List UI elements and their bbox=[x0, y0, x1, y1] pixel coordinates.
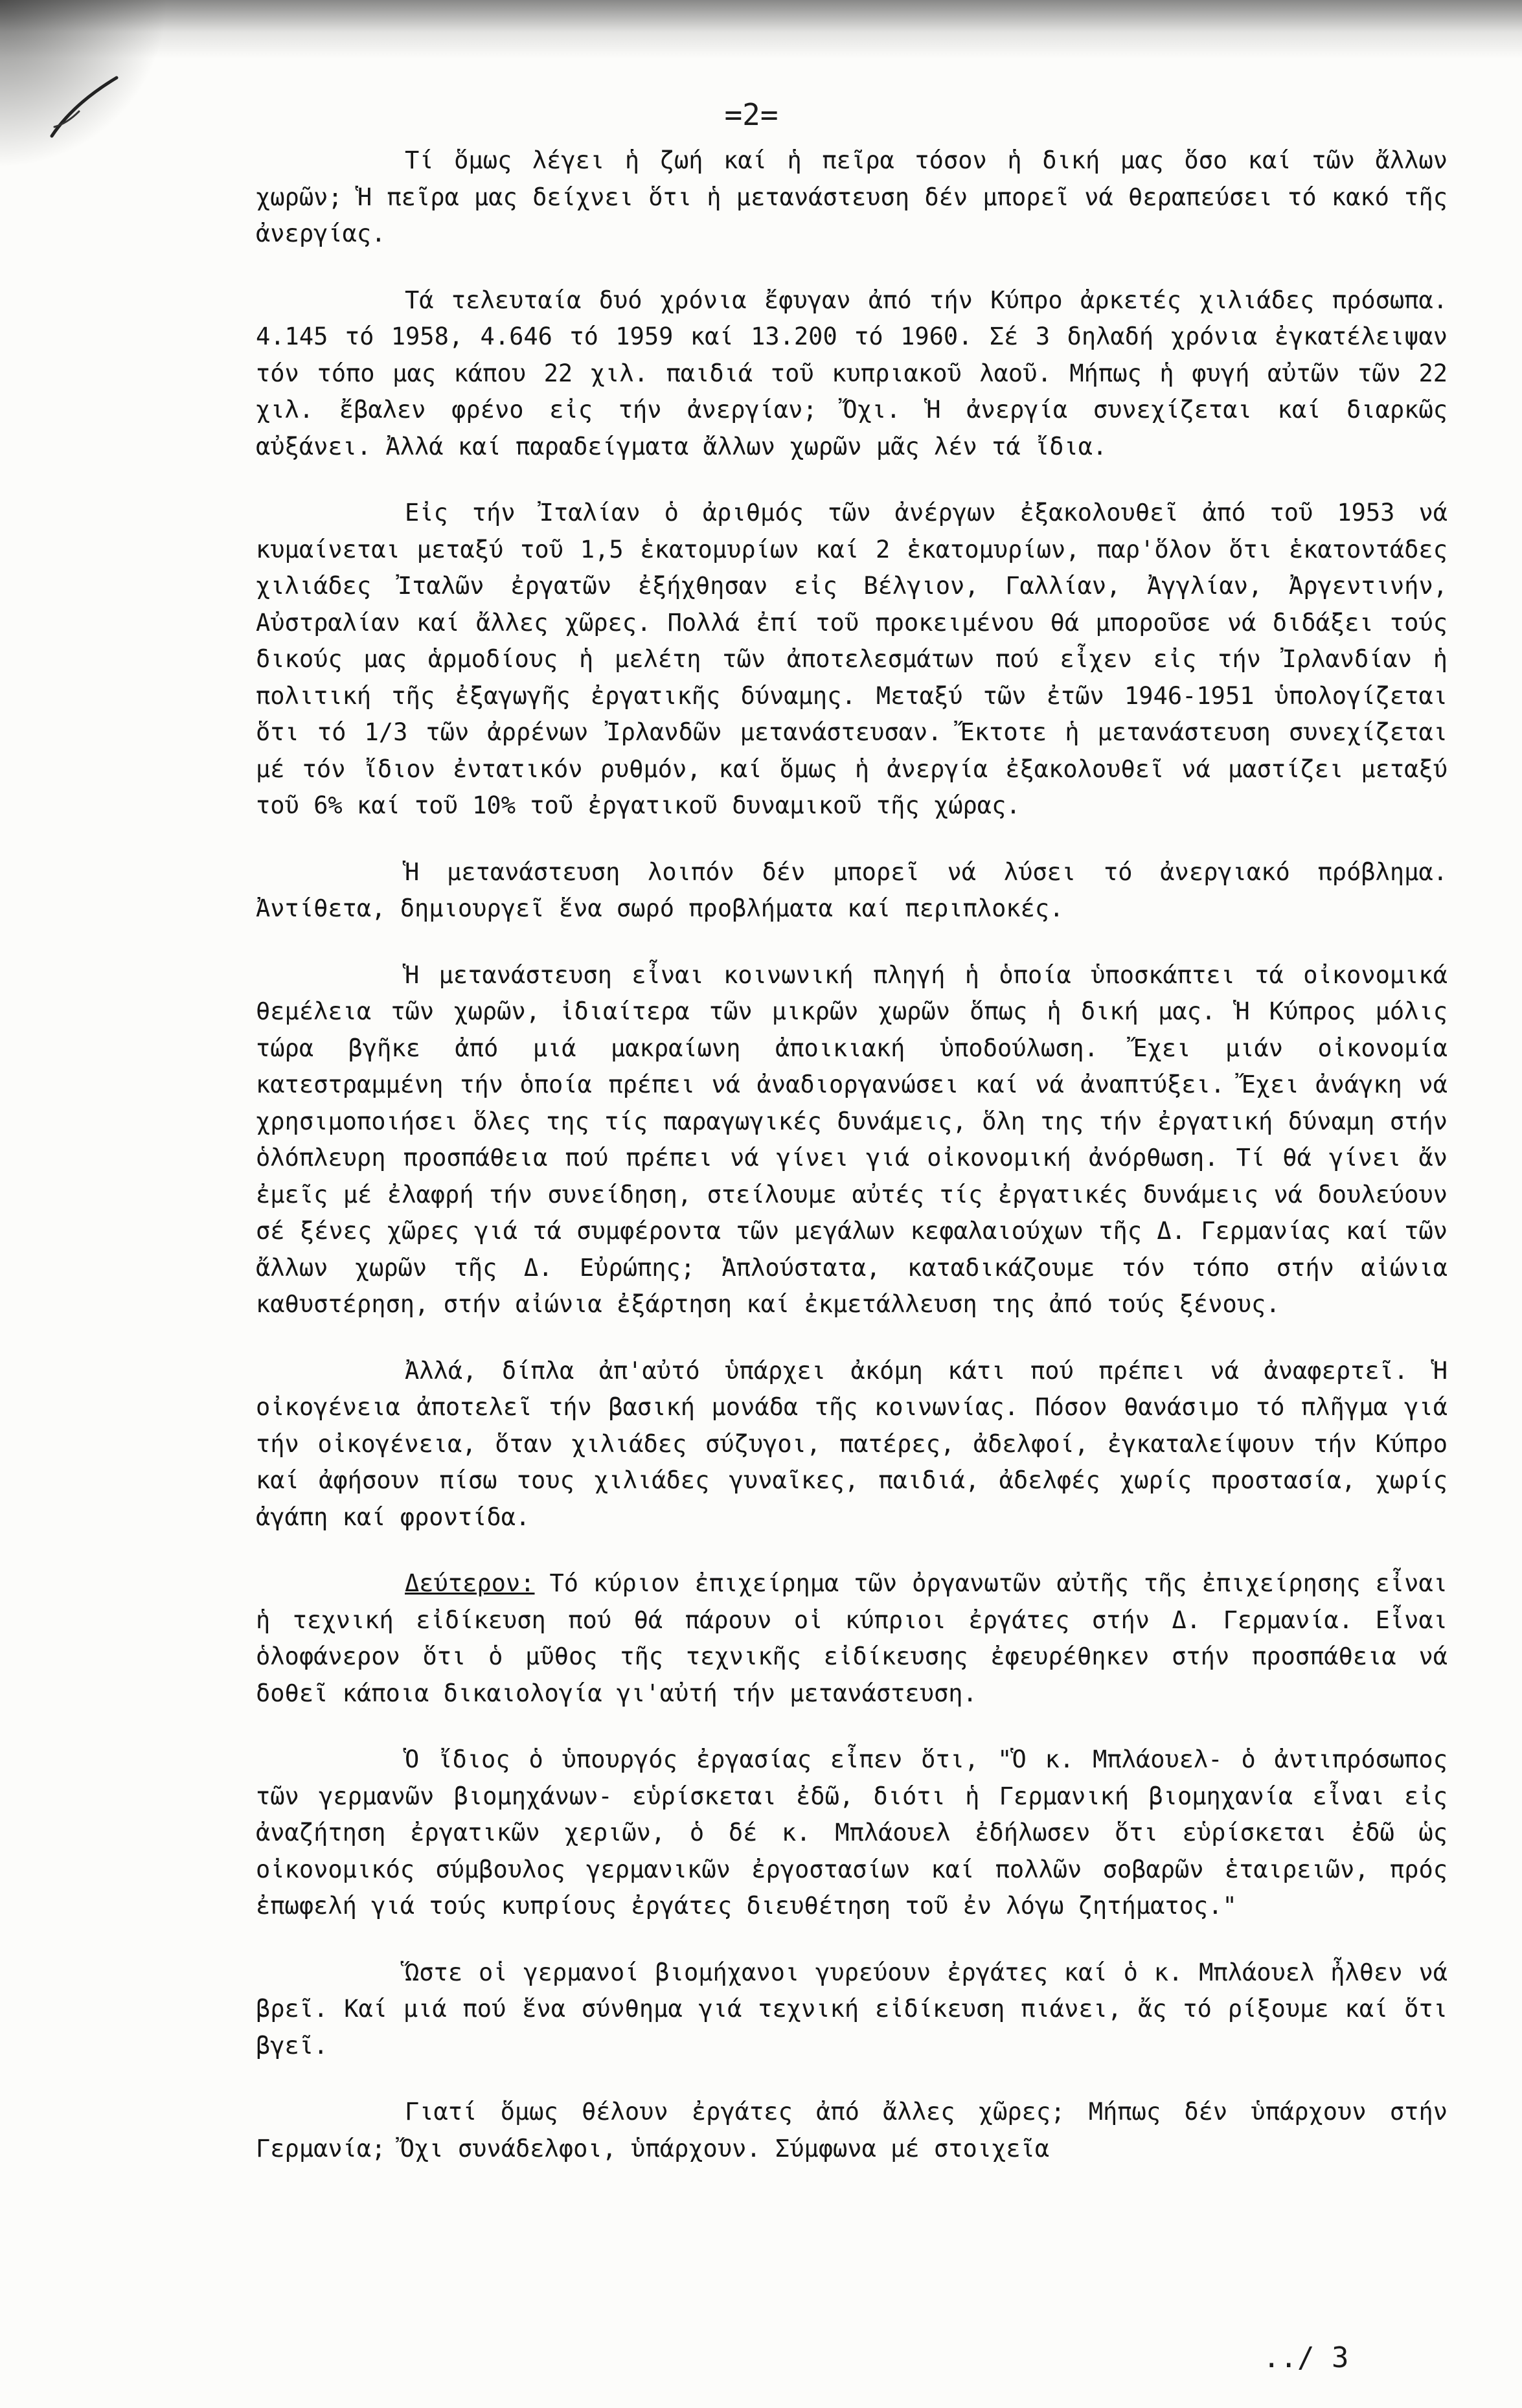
paragraph-4: Ἡ μετανάστευση λοιπόν δέν μπορεῖ νά λύσει τό ἀνεργιακό πρόβλημα. Ἀντίθετα, δημιουργεῖ ἕνα σωρό προβλήματα καί περιπλοκές. bbox=[256, 858, 1448, 922]
continuation-mark: ../ 3 bbox=[1263, 2341, 1349, 2374]
pen-mark-icon bbox=[45, 65, 130, 149]
paragraph-7 bbox=[256, 1565, 1448, 1712]
paragraph-7-text: Τό κύριον ἐπιχείρημα τῶν ὀργανωτῶν αὐτῆς τῆς ἐπιχείρησης εἶναι ἡ τεχνική εἰδίκευση πού θά πάρουν οἱ κύπριοι ἐργάτες στήν Δ. Γερμανία. Εἶναι ὁλοφάνερον ὅτι ὁ μῦθος τῆς τεχνικῆς εἰδίκευσης ἐφευρέθηκεν στήν προσπάθεια νά δοθεῖ κάποια δικαιολογία γι'αὐτή τήν μετανάστευση. bbox=[256, 1569, 1448, 1707]
paragraph-1: Τί ὅμως λέγει ἡ ζωή καί ἡ πεῖρα τόσον ἡ δική μας ὅσο καί τῶν ἄλλων χωρῶν; Ἡ πεῖρα μας δείχνει ὅτι ἡ μετανάστευση δέν μπορεῖ νά θεραπεύσει τό κακό τῆς ἀνεργίας. bbox=[256, 146, 1448, 247]
scan-top-smudge bbox=[0, 0, 1522, 58]
paragraph-6: Ἀλλά, δίπλα ἀπ'αὐτό ὑπάρχει ἀκόμη κάτι πού πρέπει νά ἀναφερτεῖ. Ἡ οἰκογένεια ἀποτελεῖ τήν βασική μονάδα τῆς κοινωνίας. Πόσον θανάσιμο τό πλῆγμα γιά τήν οἰκογένεια, ὅταν χιλιάδες σύζυγοι, πατέρες, ἀδελφοί, ἐγκαταλείψουν τήν Κύπρο καί ἀφήσουν πίσω τους χιλιάδες γυναῖκες, παιδιά, ἀδελφές χωρίς προστασία, χωρίς ἀγάπη καί φροντίδα. bbox=[256, 1356, 1448, 1531]
document-body bbox=[256, 142, 1448, 2193]
page-number: =2= bbox=[724, 97, 778, 132]
second-point-label: Δεύτερον: bbox=[405, 1569, 535, 1597]
paragraph-8: Ὁ ἴδιος ὁ ὑπουργός ἐργασίας εἶπεν ὅτι, "Ὁ κ. Μπλάουελ- ὁ ἀντιπρόσωπος τῶν γερμανῶν βιομηχάνων- εὑρίσκεται ἐδῶ, διότι ἡ Γερμανική βιομηχανία εἶναι εἰς ἀναζήτηση ἐργατικῶν χεριῶν, ὁ δέ κ. Μπλάουελ ἐδήλωσεν ὅτι εὑρίσκεται ἐδῶ ὡς οἰκονομικός σύμβουλος γερμανικῶν ἐργοστασίων καί πολλῶν σοβαρῶν ἑταιρειῶν, πρός ἐπωφελή γιά τούς κυπρίους ἐργάτες διευθέτηση τοῦ ἐν λόγω ζητήματος." bbox=[256, 1745, 1448, 1920]
paragraph-10: Γιατί ὅμως θέλουν ἐργάτες ἀπό ἄλλες χῶρες; Μήπως δέν ὑπάρχουν στήν Γερμανία; Ὄχι συνάδελφοι, ὑπάρχουν. Σύμφωνα μέ στοιχεῖα bbox=[256, 2098, 1448, 2163]
paragraph-3: Εἰς τήν Ἰταλίαν ὁ ἀριθμός τῶν ἀνέργων ἐξακολουθεῖ ἀπό τοῦ 1953 νά κυμαίνεται μεταξύ τοῦ 1,5 ἑκατομυρίων καί 2 ἑκατομυρίων, παρ'ὅλον ὅτι ἑκατοντάδες χιλιάδες Ἰταλῶν ἐργατῶν ἐξήχθησαν εἰς Βέλγιον, Γαλλίαν, Ἀγγλίαν, Ἀργεντινήν, Αὐστραλίαν καί ἄλλες χῶρες. Πολλά ἐπί τοῦ προκειμένου θά μποροῦσε νά διδάξει τούς δικούς μας ἁρμοδίους ἡ μελέτη τῶν ἀποτελεσμάτων πού εἶχεν εἰς τήν Ἰρλανδίαν ἡ πολιτική τῆς ἐξαγωγῆς ἐργατικῆς δύναμης. Μεταξύ τῶν ἐτῶν 1946-1951 ὑπολογίζεται ὅτι τό 1/3 τῶν ἀρρένων Ἰρλανδῶν μετανάστευσαν. Ἔκτοτε ἡ μετανάστευση συνεχίζεται μέ τόν ἴδιον ἐντατικόν ρυθμόν, καί ὅμως ἡ ἀνεργία ἐξακολουθεῖ νά μαστίζει μεταξύ τοῦ 6% καί τοῦ 10% τοῦ ἐργατικοῦ δυναμικοῦ τῆς χώρας. bbox=[256, 499, 1448, 819]
paragraph-5: Ἡ μετανάστευση εἶναι κοινωνική πληγή ἡ ὁποία ὑποσκάπτει τά οἰκονομικά θεμέλεια τῶν χωρῶν, ἰδιαίτερα τῶν μικρῶν χωρῶν ὅπως ἡ δική μας. Ἡ Κύπρος μόλις τώρα βγῆκε ἀπό μιά μακραίωνη ἀποικιακή ὑποδούλωση. Ἔχει μιάν οἰκονομία κατεστραμμένη τήν ὁποία πρέπει νά ἀναδιοργανώσει καί νά ἀναπτύξει. Ἔχει ἀνάγκη νά χρησιμοποιήσει ὅλες της τίς παραγωγικές δυνάμεις, ὅλη της τήν ἐργατική δύναμη στήν ὁλόπλευρη προσπάθεια πού πρέπει νά γίνει γιά οἰκονομική ἀνόρθωση. Τί θά γίνει ἄν ἐμεῖς μέ ἐλαφρή τήν συνείδηση, στείλουμε αὐτές τίς ἐργατικές δυνάμεις νά δουλεύουν σέ ξένες χῶρες γιά τά συμφέροντα τῶν μεγάλων κεφαλαιούχων τῆς Δ. Γερμανίας καί τῶν ἄλλων χωρῶν τῆς Δ. Εὐρώπης; Ἁπλούστατα, καταδικάζουμε τόν τόπο στήν αἰώνια καθυστέρηση, στήν αἰώνια ἐξάρτηση καί ἐκμετάλλευση της ἀπό τούς ξένους. bbox=[256, 960, 1448, 1318]
paragraph-2: Τά τελευταία δυό χρόνια ἔφυγαν ἀπό τήν Κύπρο ἀρκετές χιλιάδες πρόσωπα. 4.145 τό 1958, 4.646 τό 1959 καί 13.200 τό 1960. Σέ 3 δηλαδή χρόνια ἐγκατέλειψαν τόν τόπο μας κάπου 22 χιλ. παιδιά τοῦ κυπριακοῦ λαοῦ. Μήπως ἡ φυγή αὐτῶν τῶν 22 χιλ. ἔβαλεν φρένο εἰς τήν ἀνεργίαν; Ὄχι. Ἡ ἀνεργία συνεχίζεται καί διαρκῶς αὐξάνει. Ἀλλά καί παραδείγματα ἄλλων χωρῶν μᾶς λέν τά ἴδια. bbox=[256, 286, 1448, 460]
paragraph-9: Ὥστε οἱ γερμανοί βιομήχανοι γυρεύουν ἐργάτες καί ὁ κ. Μπλάουελ ἦλθεν νά βρεῖ. Καί μιά πού ἕνα σύνθημα γιά τεχνική εἰδίκευση πιάνει, ἄς τό ρίξουμε καί ὅτι βγεῖ. bbox=[256, 1958, 1448, 2060]
